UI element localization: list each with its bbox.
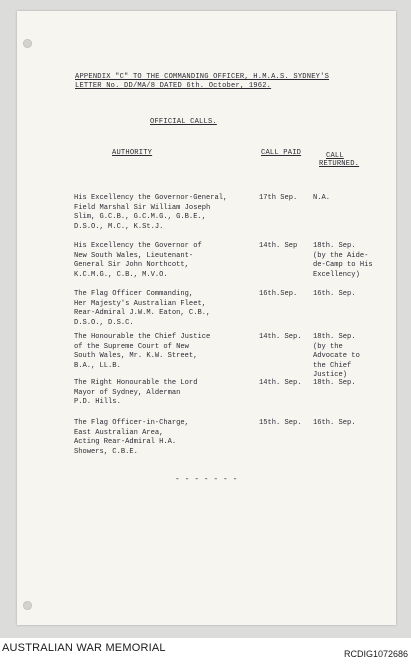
footer-record-id: RCDIG1072686 bbox=[343, 649, 408, 659]
text-line: The Honourable the Chief Justice bbox=[74, 333, 211, 341]
text-line: The Right Honourable the Lord bbox=[74, 379, 198, 387]
heading-line-2: LETTER No. DD/MA/8 DATED 6th. October, 1962. bbox=[75, 82, 272, 90]
column-header-authority: AUTHORITY bbox=[112, 149, 153, 157]
text-line: His Excellency the Governor of bbox=[74, 242, 202, 250]
text-line: General Sir John Northcott, bbox=[74, 261, 189, 269]
text-line: The Flag Officer-in-Charge, bbox=[74, 419, 189, 427]
text-line: of the Supreme Court of New bbox=[74, 342, 189, 351]
authority-cell bbox=[74, 333, 210, 371]
text-line: N.A. bbox=[313, 194, 331, 202]
call-paid-cell bbox=[259, 290, 297, 300]
call-returned-cell bbox=[313, 379, 356, 389]
authority-cell bbox=[74, 242, 202, 280]
heading-line-1: APPENDIX "C" TO THE COMMANDING OFFICER, H.M.A.S. SYDNEY'S bbox=[75, 73, 330, 81]
call-returned-cell bbox=[313, 419, 356, 429]
text-line: D.S.O., M.C., K.St.J. bbox=[74, 222, 164, 231]
text-line: P.D. Hills. bbox=[74, 398, 121, 406]
text-line: D.S.O., D.S.C. bbox=[74, 318, 134, 327]
text-line: South Wales, Mr. K.W. Street, bbox=[74, 352, 198, 360]
call-returned-cell bbox=[313, 333, 360, 381]
text-line: 16th. Sep. bbox=[313, 290, 356, 298]
text-line: (by the bbox=[313, 342, 343, 351]
authority-cell bbox=[74, 194, 227, 232]
call-paid-cell bbox=[259, 194, 297, 204]
text-line: 14th. Sep bbox=[259, 242, 298, 250]
section-title: OFFICIAL CALLS. bbox=[150, 118, 217, 126]
punch-hole-top bbox=[23, 39, 32, 48]
text-line: East Australian Area, bbox=[74, 428, 164, 437]
text-line: B.A., LL.B. bbox=[74, 361, 121, 370]
text-line: 15th. Sep. bbox=[259, 419, 302, 427]
text-line: 18th. Sep. bbox=[313, 379, 356, 387]
column-header-call-paid: CALL PAID bbox=[261, 149, 302, 157]
authority-cell bbox=[74, 290, 210, 328]
text-line: 16th. Sep. bbox=[313, 419, 356, 427]
punch-hole-bottom bbox=[23, 601, 32, 610]
text-line: de-Camp to His bbox=[313, 261, 373, 269]
text-line: Rear-Admiral J.W.M. Eaton, C.B., bbox=[74, 309, 211, 317]
call-paid-cell bbox=[259, 379, 302, 389]
text-line: Advocate to bbox=[313, 352, 360, 360]
text-line: 18th. Sep. bbox=[313, 333, 356, 341]
text-line: the Chief bbox=[313, 361, 352, 370]
text-line: His Excellency the Governor-General, bbox=[74, 194, 228, 202]
call-returned-cell bbox=[313, 194, 330, 204]
text-line: Mayor of Sydney, Alderman bbox=[74, 388, 181, 397]
document-page bbox=[17, 11, 396, 625]
call-paid-cell bbox=[259, 419, 302, 429]
text-line: Showers, C.B.E. bbox=[74, 447, 138, 456]
text-line: 18th. Sep. bbox=[313, 242, 356, 250]
authority-cell bbox=[74, 419, 189, 457]
text-line: K.C.M.G., C.B., M.V.O. bbox=[74, 270, 168, 279]
text-line: Acting Rear-Admiral H.A. bbox=[74, 438, 177, 446]
text-line: Field Marshal Sir William Joseph bbox=[74, 203, 211, 212]
call-returned-cell bbox=[313, 242, 373, 280]
column-header-call-returned-1: CALL bbox=[326, 152, 344, 160]
text-line: 14th. Sep. bbox=[259, 379, 302, 387]
authority-cell bbox=[74, 379, 197, 408]
text-line: Justice) bbox=[313, 371, 348, 379]
separator-dashes: - - - - - - - bbox=[175, 475, 238, 484]
text-line: The Flag Officer Commanding, bbox=[74, 290, 194, 298]
text-line: 17th Sep. bbox=[259, 194, 298, 202]
text-line: 14th. Sep. bbox=[259, 333, 302, 341]
text-line: (by the Aide- bbox=[313, 251, 369, 260]
text-line: 16th.Sep. bbox=[259, 290, 298, 298]
text-line: Excellency) bbox=[313, 270, 360, 279]
call-paid-cell bbox=[259, 333, 302, 343]
column-header-call-returned-2: RETURNED. bbox=[319, 160, 360, 168]
text-line: Her Majesty's Australian Fleet, bbox=[74, 299, 206, 308]
call-returned-cell bbox=[313, 290, 356, 300]
footer-institution: AUSTRALIAN WAR MEMORIAL bbox=[2, 642, 166, 654]
call-paid-cell bbox=[259, 242, 297, 252]
text-line: New South Wales, Lieutenant- bbox=[74, 251, 194, 260]
text-line: Slim, G.C.B., G.C.M.G., G.B.E., bbox=[74, 213, 206, 221]
